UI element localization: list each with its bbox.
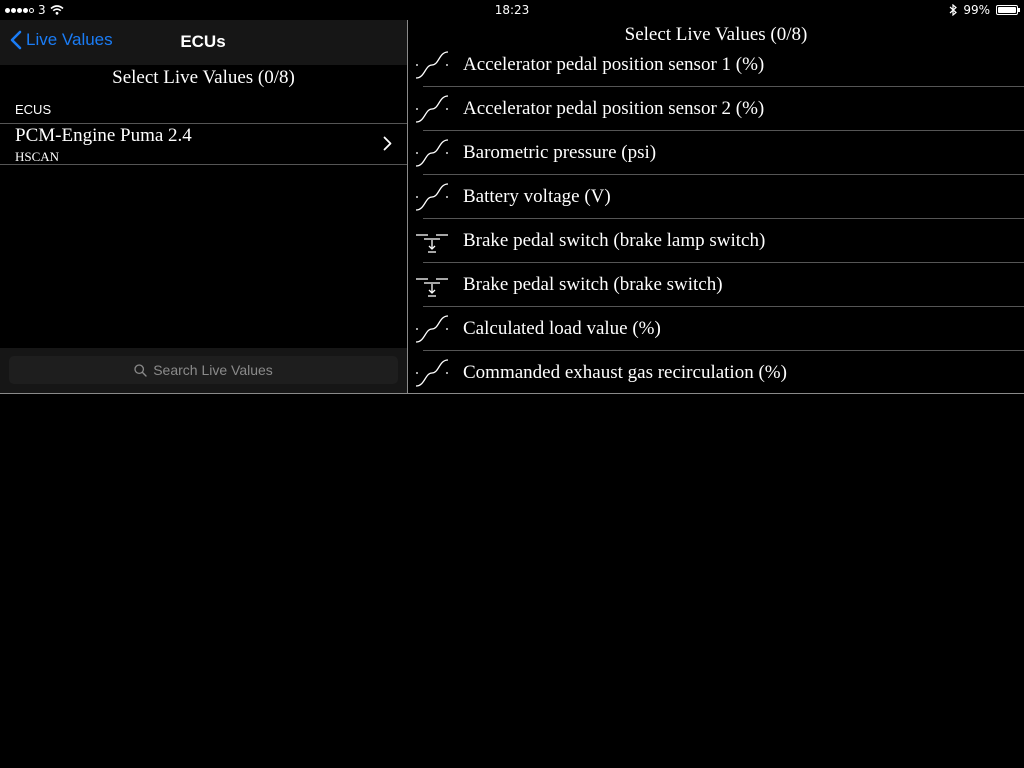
divider <box>0 164 407 165</box>
live-value-row[interactable] <box>408 219 1024 263</box>
status-time: 18:23 <box>494 3 530 17</box>
analog-wave-icon <box>415 180 449 214</box>
live-value-label: Accelerator pedal position sensor 2 (%) <box>463 98 765 119</box>
live-value-label: Battery voltage (V) <box>463 186 611 207</box>
analog-wave-icon <box>415 136 449 170</box>
live-value-label: Calculated load value (%) <box>463 318 661 339</box>
live-value-label: Brake pedal switch (brake lamp switch) <box>463 230 766 251</box>
left-pane-header: Select Live Values (0/8) <box>112 67 295 88</box>
nav-bar <box>0 20 407 65</box>
chevron-left-icon <box>10 30 22 50</box>
analog-wave-icon <box>415 312 449 346</box>
search-bar <box>0 348 407 393</box>
live-value-row[interactable] <box>408 175 1024 219</box>
battery-percent: 99% <box>963 3 990 17</box>
live-value-row[interactable] <box>408 351 1024 395</box>
search-placeholder: Search Live Values <box>153 362 273 378</box>
live-values-pane <box>408 20 1024 393</box>
ecu-list-item[interactable] <box>0 124 407 164</box>
live-value-row[interactable] <box>408 43 1024 87</box>
live-value-label: Brake pedal switch (brake switch) <box>463 274 723 295</box>
switch-icon <box>415 268 449 302</box>
back-button[interactable] <box>10 30 113 50</box>
live-value-label: Barometric pressure (psi) <box>463 142 657 163</box>
live-value-label: Accelerator pedal position sensor 1 (%) <box>463 54 765 75</box>
ecu-name: PCM-Engine Puma 2.4 <box>15 125 192 146</box>
back-button-label: Live Values <box>26 30 113 49</box>
live-value-label: Commanded exhaust gas recirculation (%) <box>463 362 787 383</box>
bluetooth-icon <box>949 4 957 16</box>
battery-level <box>998 7 1016 13</box>
search-input[interactable] <box>9 356 398 384</box>
carrier-label: 3 <box>38 3 46 17</box>
ecu-pane <box>0 20 407 393</box>
divider <box>0 393 1024 394</box>
live-value-row[interactable] <box>408 131 1024 175</box>
analog-wave-icon <box>415 48 449 82</box>
status-right <box>949 3 1018 17</box>
live-value-row[interactable] <box>408 307 1024 351</box>
chevron-right-icon <box>383 136 392 151</box>
ecu-bus: HSCAN <box>15 149 60 164</box>
live-value-row[interactable] <box>408 263 1024 307</box>
nav-title: ECUs <box>180 32 226 51</box>
search-icon <box>134 364 147 377</box>
battery-icon <box>996 5 1018 15</box>
live-value-row[interactable] <box>408 87 1024 131</box>
section-label-ecus: ECUS <box>15 102 52 117</box>
analog-wave-icon <box>415 356 449 390</box>
switch-icon <box>415 224 449 258</box>
analog-wave-icon <box>415 92 449 126</box>
right-pane-header: Select Live Values (0/8) <box>624 24 808 45</box>
status-bar <box>0 0 1024 20</box>
